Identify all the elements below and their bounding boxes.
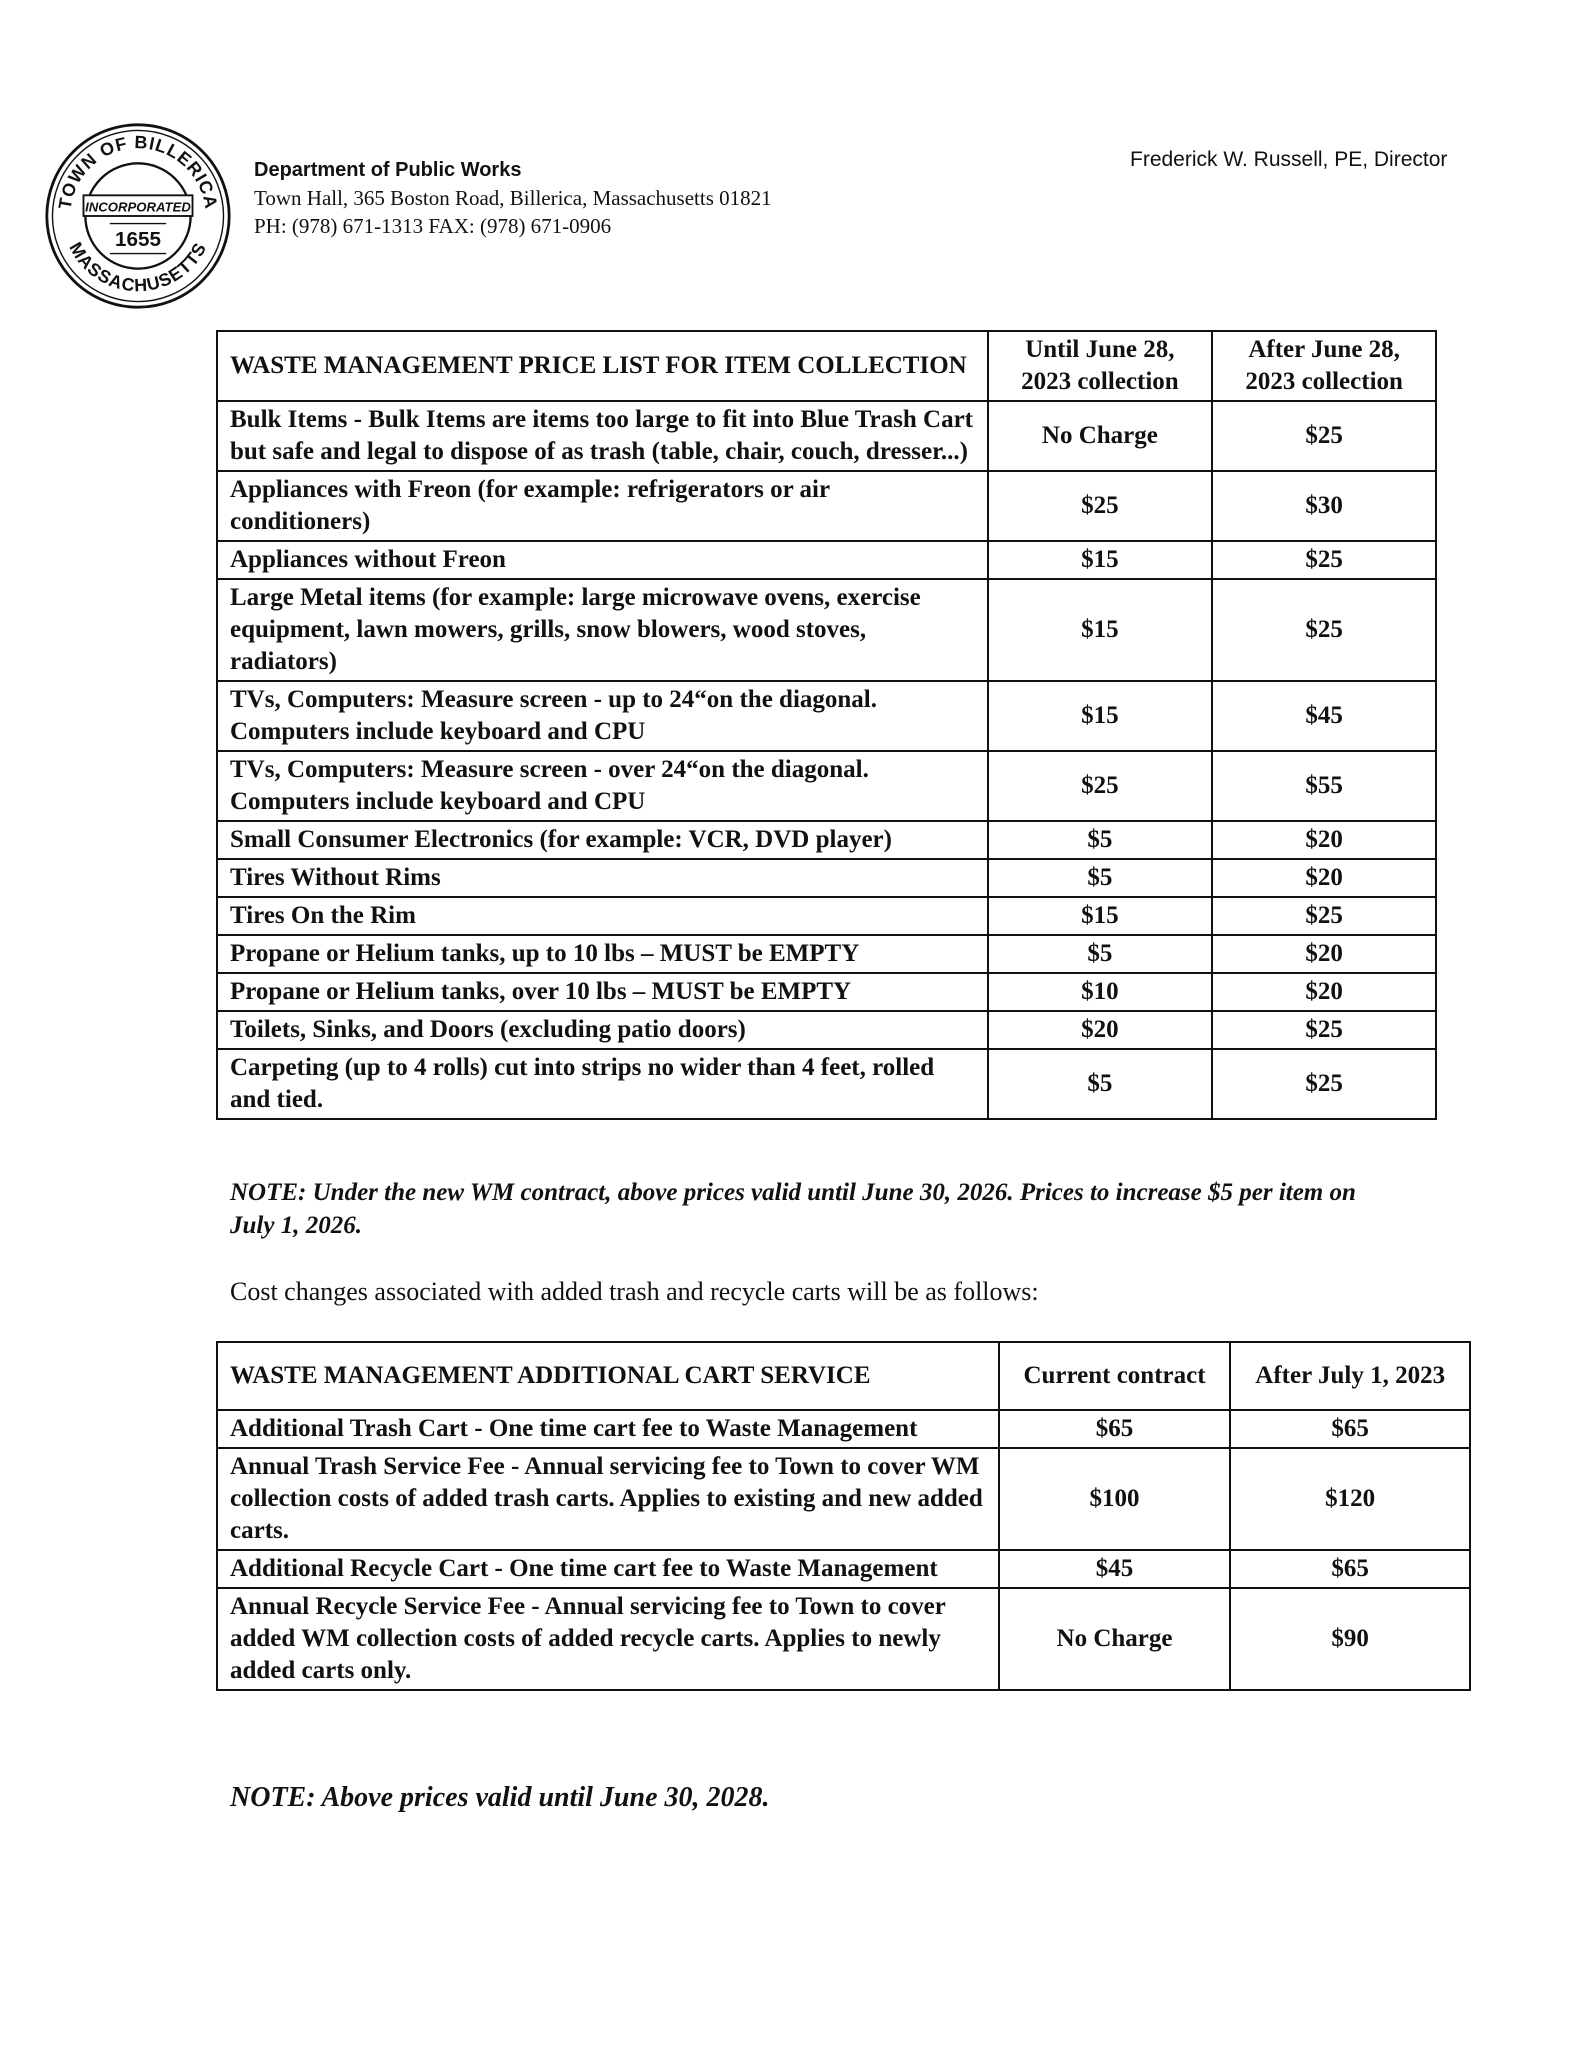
until-price-cell: $10 [988,973,1213,1011]
table-row [217,681,1436,751]
table-row [217,1550,1470,1588]
item-column-header: WASTE MANAGEMENT PRICE LIST FOR ITEM COLLECTION [217,331,988,401]
after-price-cell: $25 [1212,579,1436,681]
table-row [217,401,1436,471]
after-price-cell: $25 [1212,401,1436,471]
item-description-cell: Propane or Helium tanks, over 10 lbs – MUST be EMPTY [217,973,988,1011]
after-july-column-header: After July 1, 2023 [1230,1342,1470,1410]
table-row [217,1448,1470,1550]
current-price-cell: $45 [999,1550,1231,1588]
current-contract-column-header: Current contract [999,1342,1231,1410]
table-row [217,1588,1470,1690]
cart-price-note: NOTE: Above prices valid until June 30, 2028. [230,1782,770,1813]
table-row [217,973,1436,1011]
after-price-cell: $20 [1212,935,1436,973]
after-column-header: After June 28, 2023 collection [1212,331,1436,401]
item-description-cell: Tires On the Rim [217,897,988,935]
price-note: NOTE: Under the new WM contract, above prices valid until June 30, 2026. Prices to increase $5 per item on July 1, 2026. [230,1179,1356,1239]
table-row [217,1049,1436,1119]
after-price-cell: $30 [1212,471,1436,541]
until-price-cell: $25 [988,471,1213,541]
table-row [217,1011,1436,1049]
after-price-cell: $25 [1212,897,1436,935]
until-column-header: Until June 28, 2023 collection [988,331,1213,401]
town-seal-logo [44,122,232,310]
item-description-cell: Tires Without Rims [217,859,988,897]
until-price-cell: $15 [988,897,1213,935]
after-price-cell: $120 [1230,1448,1470,1550]
current-price-cell: No Charge [999,1588,1231,1690]
item-description-cell: Annual Trash Service Fee - Annual servicing fee to Town to cover WM collection costs of added trash carts. Applies to existing and new added carts. [217,1448,999,1550]
after-price-cell: $65 [1230,1550,1470,1588]
table-row [217,935,1436,973]
seal-top-text: TOWN OF BILLERICA [54,132,222,211]
cart-intro-text: Cost changes associated with added trash and recycle carts will be as follows: [230,1277,1039,1306]
table-header-row [217,1342,1470,1410]
until-price-cell: $15 [988,579,1213,681]
current-price-cell: $100 [999,1448,1231,1550]
item-description-cell: Appliances with Freon (for example: refrigerators or air conditioners) [217,471,988,541]
table-row [217,1410,1470,1448]
until-price-cell: $5 [988,859,1213,897]
table-row [217,897,1436,935]
director-name: Frederick W. Russell, PE, Director [1130,148,1448,171]
after-price-cell: $55 [1212,751,1436,821]
seal-band-text: INCORPORATED [85,199,191,215]
until-price-cell: $5 [988,821,1213,859]
item-description-cell: Bulk Items - Bulk Items are items too large to fit into Blue Trash Cart but safe and legal to dispose of as trash (table, chair, couch, dresser...) [217,401,988,471]
item-description-cell: Additional Recycle Cart - One time cart fee to Waste Management [217,1550,999,1588]
until-price-cell: No Charge [988,401,1213,471]
until-price-cell: $15 [988,681,1213,751]
table-row [217,751,1436,821]
until-price-cell: $25 [988,751,1213,821]
item-description-cell: Appliances without Freon [217,541,988,579]
item-description-cell: Annual Recycle Service Fee - Annual servicing fee to Town to cover added WM collection costs of added recycle carts. Applies to newly added carts only. [217,1588,999,1690]
after-price-cell: $20 [1212,859,1436,897]
item-description-cell: Toilets, Sinks, and Doors (excluding patio doors) [217,1011,988,1049]
item-description-cell: TVs, Computers: Measure screen - over 24“on the diagonal. Computers include keyboard and CPU [217,751,988,821]
table-row [217,579,1436,681]
until-price-cell: $20 [988,1011,1213,1049]
current-price-cell: $65 [999,1410,1231,1448]
department-header [254,156,772,240]
after-price-cell: $65 [1230,1410,1470,1448]
until-price-cell: $5 [988,1049,1213,1119]
item-description-cell: Additional Trash Cart - One time cart fee to Waste Management [217,1410,999,1448]
seal-year: 1655 [115,228,161,252]
after-price-cell: $25 [1212,1049,1436,1119]
table-row [217,541,1436,579]
after-price-cell: $90 [1230,1588,1470,1690]
item-description-cell: Propane or Helium tanks, up to 10 lbs – MUST be EMPTY [217,935,988,973]
item-description-cell: Large Metal items (for example: large microwave ovens, exercise equipment, lawn mowers, grills, snow blowers, wood stoves, radiators) [217,579,988,681]
seal-bottom-text: MASSACHUSETTS [65,238,211,296]
cart-service-column-header: WASTE MANAGEMENT ADDITIONAL CART SERVICE [217,1342,999,1410]
item-description-cell: TVs, Computers: Measure screen - up to 24“on the diagonal. Computers include keyboard and CPU [217,681,988,751]
additional-cart-service-table [216,1341,1471,1691]
item-collection-price-table [216,330,1437,1120]
after-price-cell: $45 [1212,681,1436,751]
department-address: Town Hall, 365 Boston Road, Billerica, Massachusetts 01821 [254,186,772,210]
table-row [217,859,1436,897]
item-description-cell: Carpeting (up to 4 rolls) cut into strips no wider than 4 feet, rolled and tied. [217,1049,988,1119]
department-phone-fax: PH: (978) 671-1313 FAX: (978) 671-0906 [254,214,612,238]
table-header-row [217,331,1436,401]
after-price-cell: $20 [1212,973,1436,1011]
table-row [217,821,1436,859]
after-price-cell: $25 [1212,1011,1436,1049]
item-description-cell: Small Consumer Electronics (for example: VCR, DVD player) [217,821,988,859]
until-price-cell: $5 [988,935,1213,973]
table-row [217,471,1436,541]
after-price-cell: $20 [1212,821,1436,859]
after-price-cell: $25 [1212,541,1436,579]
department-name: Department of Public Works [254,159,522,181]
until-price-cell: $15 [988,541,1213,579]
